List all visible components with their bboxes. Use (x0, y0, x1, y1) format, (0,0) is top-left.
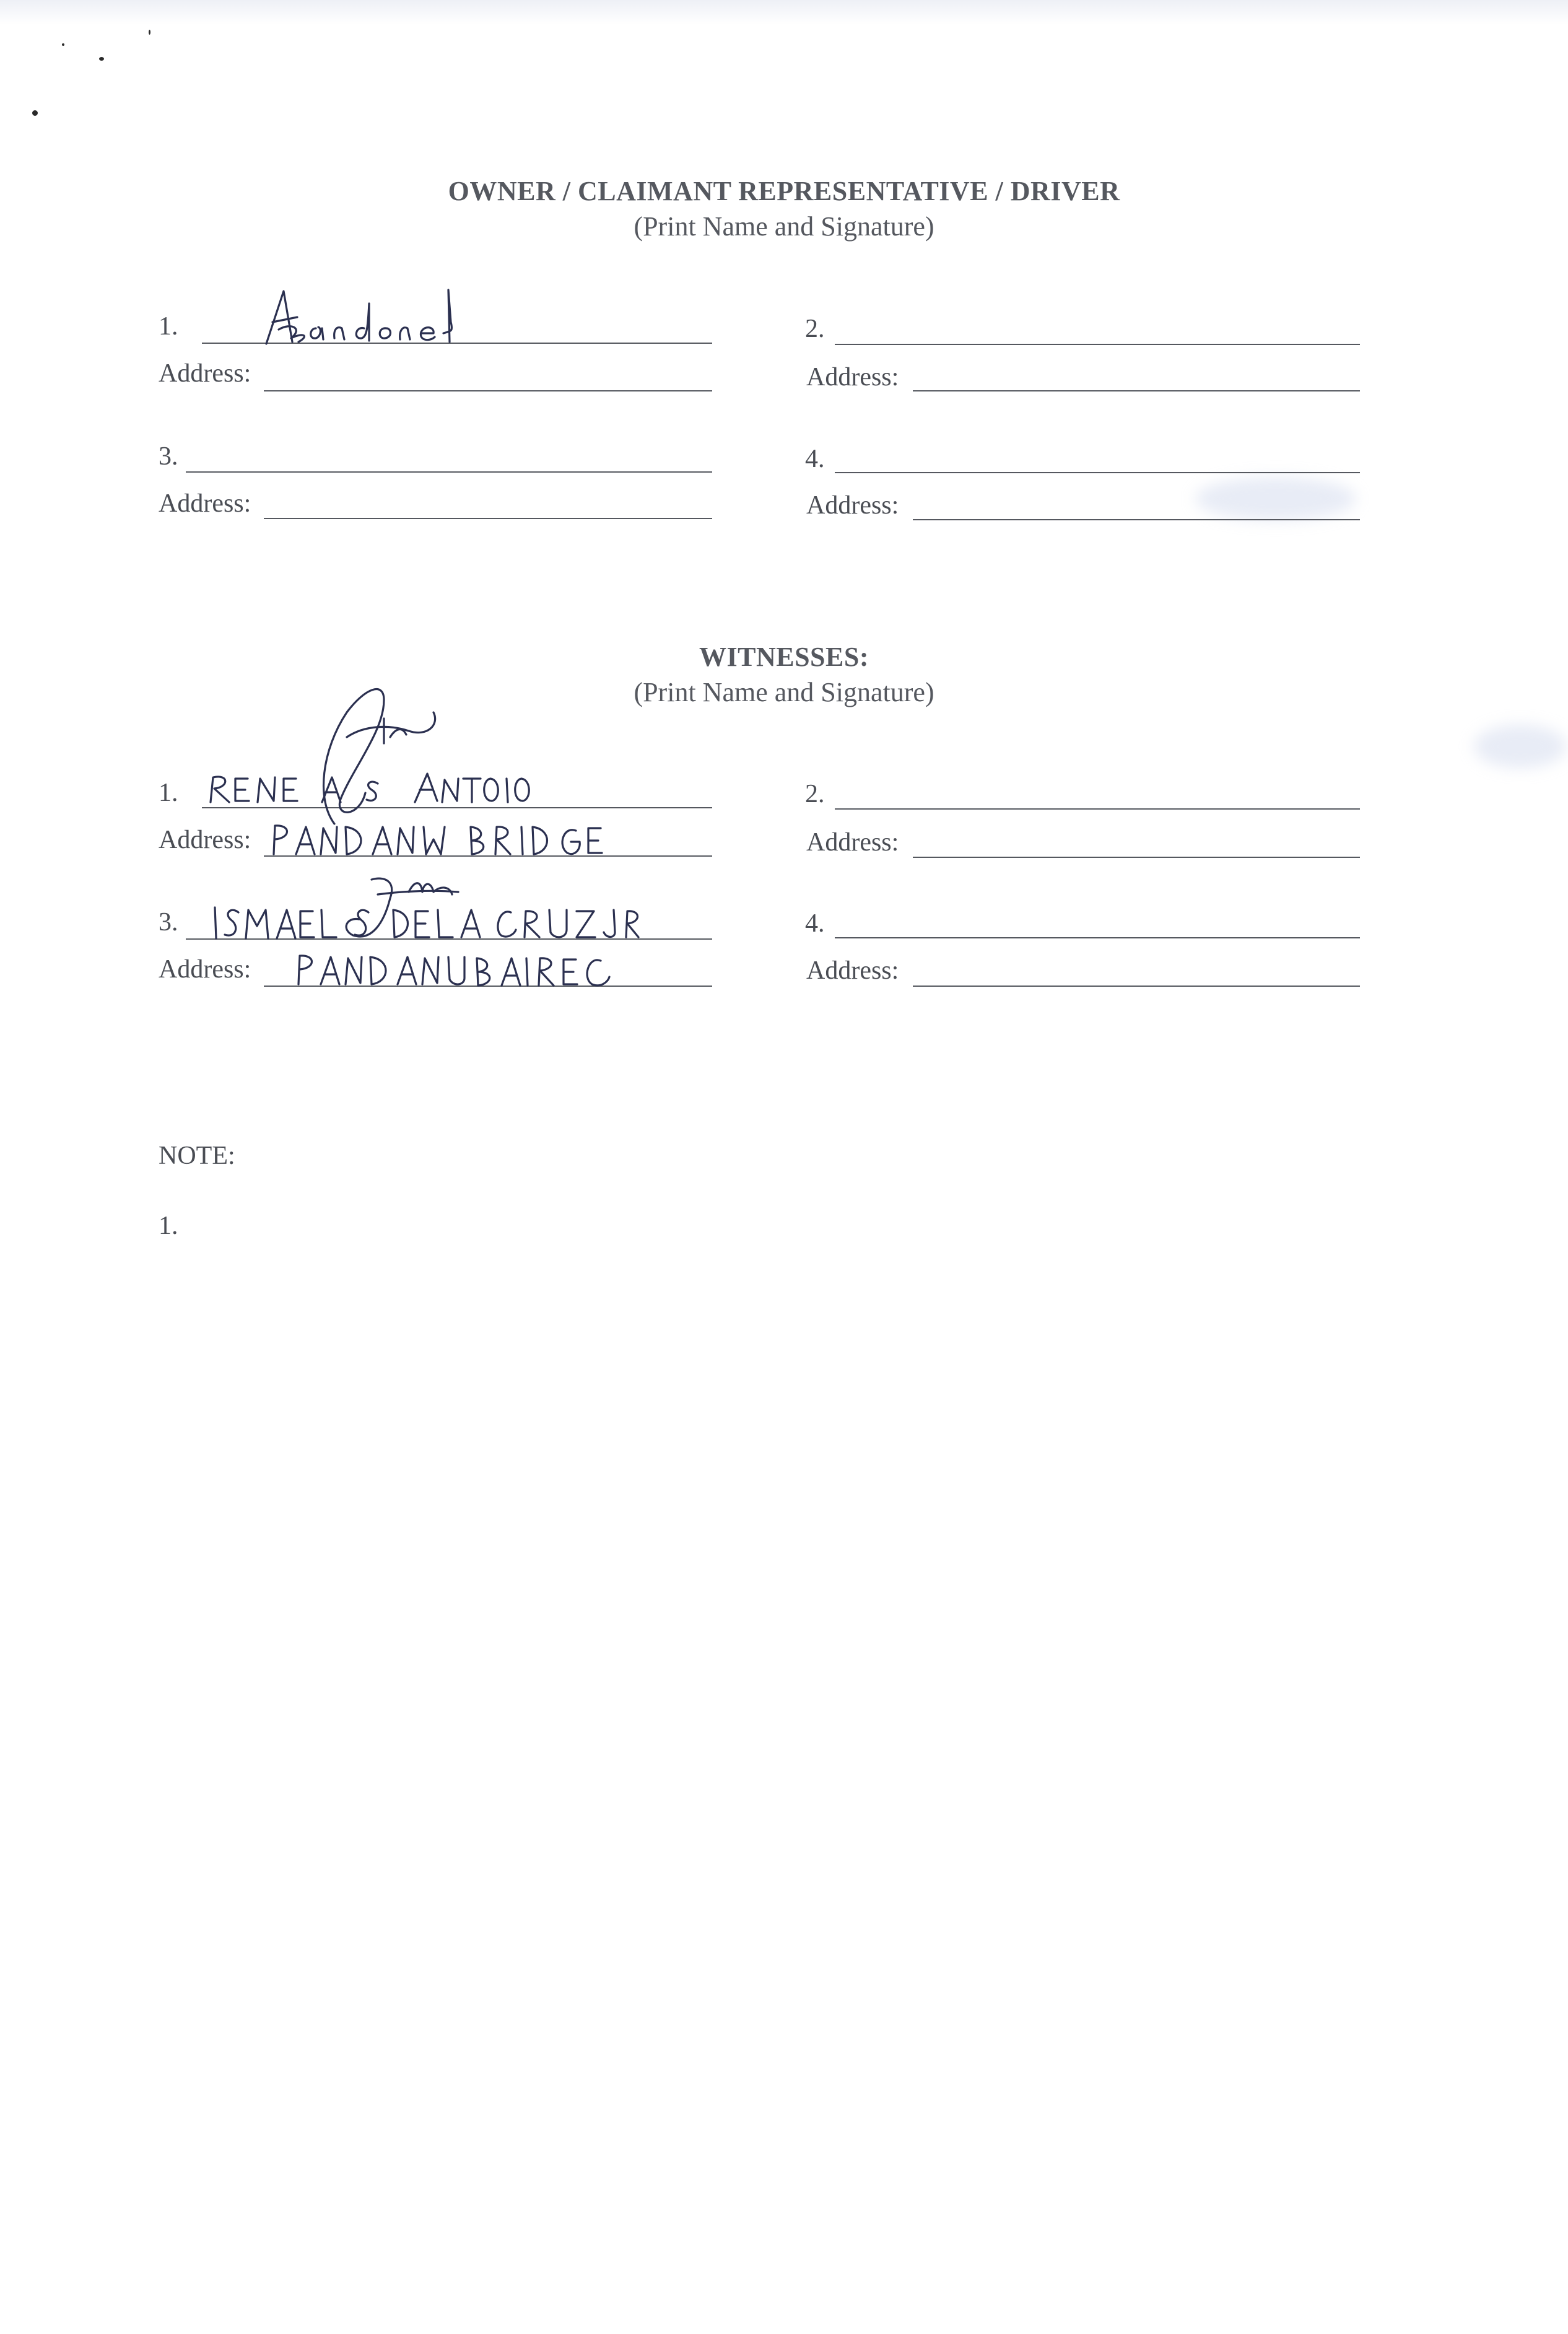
witnesses-section-subtitle: (Print Name and Signature) (634, 677, 934, 707)
witness-3-address-label: Address: (159, 955, 251, 984)
witness-1-address-handwriting (266, 821, 607, 858)
witness-4-address-label: Address: (806, 956, 899, 985)
owner-2-address-label: Address: (806, 363, 899, 391)
owner-4-address-line[interactable] (913, 519, 1360, 520)
witness-4-address-line[interactable] (913, 986, 1360, 987)
owner-3-address-label: Address: (159, 489, 251, 518)
witness-3-number: 3. (159, 908, 178, 937)
note-item-1: 1. (159, 1212, 178, 1240)
scan-blot (1195, 477, 1356, 520)
owner-3-name-line[interactable] (186, 471, 712, 473)
owner-1-number: 1. (159, 312, 178, 341)
owner-2-address-line[interactable] (913, 390, 1360, 391)
owner-4-name-line[interactable] (835, 472, 1360, 473)
witness-2-address-label: Address: (806, 828, 899, 857)
witness-2-name-line[interactable] (835, 808, 1360, 810)
witnesses-section-title: WITNESSES: (699, 642, 869, 672)
witness-3-address-handwriting (291, 951, 613, 989)
witness-4-number: 4. (805, 909, 825, 938)
witness-3-name-handwriting (207, 901, 641, 945)
scan-shade (0, 0, 1568, 25)
scan-blot (1474, 725, 1567, 768)
owner-3-address-line[interactable] (264, 518, 712, 519)
witness-1-address-label: Address: (159, 826, 251, 854)
owner-2-number: 2. (805, 315, 825, 343)
owner-section-title: OWNER / CLAIMANT REPRESENTATIVE / DRIVER (448, 176, 1120, 206)
witness-2-address-line[interactable] (913, 857, 1360, 858)
owner-section-subtitle: (Print Name and Signature) (634, 211, 934, 242)
owner-3-number: 3. (159, 442, 178, 471)
witness-2-number: 2. (805, 780, 825, 808)
scan-speck (99, 57, 104, 61)
witness-1-name-handwriting (204, 765, 539, 808)
owner-2-name-line[interactable] (835, 344, 1360, 345)
owner-4-number: 4. (805, 445, 825, 473)
owner-4-address-label: Address: (806, 491, 899, 520)
owner-1-address-line[interactable] (264, 390, 712, 391)
owner-1-name-handwriting (254, 285, 464, 353)
owner-1-address-label: Address: (159, 359, 251, 388)
scan-speck (32, 110, 38, 116)
note-label: NOTE: (159, 1142, 235, 1170)
scan-speck (62, 43, 64, 46)
witness-4-name-line[interactable] (835, 937, 1360, 938)
witness-1-number: 1. (159, 779, 178, 807)
scan-speck (149, 30, 150, 35)
